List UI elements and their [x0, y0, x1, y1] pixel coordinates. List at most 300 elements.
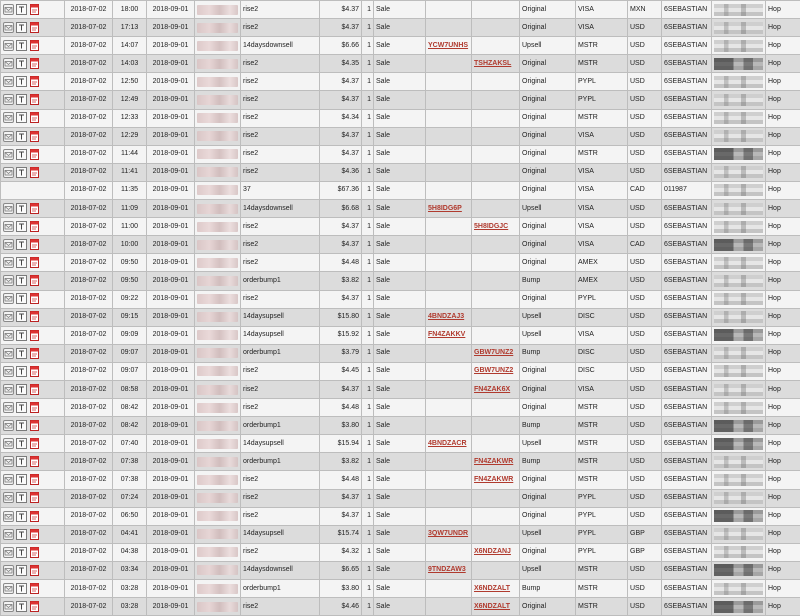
product-name: rise2: [241, 254, 320, 272]
pdf-icon[interactable]: [29, 384, 40, 395]
receipt-link-cell: [472, 561, 520, 579]
expiry-date: 2018-09-01: [147, 181, 195, 199]
quantity: 1: [362, 91, 374, 109]
affiliate-link[interactable]: YCW7UNHS: [428, 42, 468, 49]
envelope-icon[interactable]: [3, 547, 14, 558]
currency: USD: [628, 598, 662, 616]
quantity: 1: [362, 55, 374, 73]
receipt-link[interactable]: GBW7UNZ2: [474, 367, 513, 374]
pdf-icon[interactable]: [29, 366, 40, 377]
envelope-icon[interactable]: [3, 40, 14, 51]
quantity: 1: [362, 290, 374, 308]
customer-name-redacted: [195, 37, 241, 55]
envelope-icon[interactable]: [3, 221, 14, 232]
sale-kind: Original: [520, 181, 576, 199]
amount: $4.37: [320, 507, 362, 525]
table-row: [1, 1, 800, 19]
receipt-link-cell: [472, 272, 520, 290]
transaction-time: 07:24: [113, 489, 147, 507]
pdf-icon[interactable]: [29, 58, 40, 69]
redacted-block: [197, 59, 238, 69]
expiry-date: 2018-09-01: [147, 399, 195, 417]
pdf-icon[interactable]: [29, 474, 40, 485]
transaction-time: 12:49: [113, 91, 147, 109]
customer-info-redacted: [712, 598, 766, 616]
receipt-link-cell: [472, 344, 520, 362]
envelope-icon[interactable]: [3, 76, 14, 87]
envelope-icon[interactable]: [3, 330, 14, 341]
transaction-type: Sale: [374, 218, 426, 236]
envelope-icon[interactable]: [3, 131, 14, 142]
envelope-icon[interactable]: [3, 167, 14, 178]
transaction-type: Sale: [374, 19, 426, 37]
envelope-icon[interactable]: [3, 58, 14, 69]
transaction-time: 12:33: [113, 109, 147, 127]
sale-kind: Upsell: [520, 435, 576, 453]
traffic-source: Hop: [766, 272, 800, 290]
pdf-icon[interactable]: [29, 311, 40, 322]
quantity: 1: [362, 344, 374, 362]
product-name: orderbump1: [241, 580, 320, 598]
pdf-icon[interactable]: [29, 221, 40, 232]
expiry-date: 2018-09-01: [147, 218, 195, 236]
redacted-block: [197, 185, 238, 195]
text-doc-icon[interactable]: [16, 58, 27, 69]
quantity: 1: [362, 435, 374, 453]
traffic-source: Hop: [766, 344, 800, 362]
payment-method: MSTR: [576, 580, 628, 598]
payment-method: AMEX: [576, 254, 628, 272]
sale-kind: Original: [520, 543, 576, 561]
customer-name-redacted: [195, 453, 241, 471]
row-actions: [1, 380, 65, 398]
receipt-link[interactable]: FN4ZAKWR: [474, 458, 513, 465]
text-doc-icon[interactable]: [16, 330, 27, 341]
product-name: orderbump1: [241, 417, 320, 435]
transaction-date: 2018-07-02: [65, 254, 113, 272]
pdf-icon[interactable]: [29, 583, 40, 594]
product-name: rise2: [241, 109, 320, 127]
pdf-icon[interactable]: [29, 565, 40, 576]
customer-name-redacted: [195, 254, 241, 272]
quantity: 1: [362, 37, 374, 55]
transaction-date: 2018-07-02: [65, 453, 113, 471]
sale-kind: Original: [520, 218, 576, 236]
currency: CAD: [628, 181, 662, 199]
expiry-date: 2018-09-01: [147, 561, 195, 579]
pdf-icon[interactable]: [29, 275, 40, 286]
transaction-type: Sale: [374, 163, 426, 181]
envelope-icon[interactable]: [3, 239, 14, 250]
affiliate-link-cell: [426, 218, 472, 236]
text-doc-icon[interactable]: [16, 565, 27, 576]
pdf-icon[interactable]: [29, 492, 40, 503]
text-doc-icon[interactable]: [16, 511, 27, 522]
table-row: [1, 399, 800, 417]
traffic-source: Hop: [766, 525, 800, 543]
customer-name-redacted: [195, 525, 241, 543]
affiliate-link-cell: [426, 580, 472, 598]
affiliate-link-cell: [426, 507, 472, 525]
payment-method: VISA: [576, 163, 628, 181]
amount: $15.80: [320, 308, 362, 326]
envelope-icon[interactable]: [3, 384, 14, 395]
row-actions: [1, 598, 65, 616]
envelope-icon[interactable]: [3, 149, 14, 160]
pdf-icon[interactable]: [29, 257, 40, 268]
receipt-link[interactable]: X6NDZANJ: [474, 548, 511, 555]
transaction-type: Sale: [374, 580, 426, 598]
amount: $4.37: [320, 290, 362, 308]
text-doc-icon[interactable]: [16, 601, 27, 612]
redacted-block: [197, 475, 238, 485]
payment-method: VISA: [576, 326, 628, 344]
pdf-icon[interactable]: [29, 94, 40, 105]
amount: $4.37: [320, 489, 362, 507]
customer-name-redacted: [195, 55, 241, 73]
receipt-link[interactable]: TSHZAKSL: [474, 60, 511, 67]
affiliate-link[interactable]: 4BNDZACR: [428, 440, 467, 447]
sale-kind: Original: [520, 290, 576, 308]
traffic-source: Hop: [766, 163, 800, 181]
customer-info-redacted: [712, 580, 766, 598]
transaction-time: 03:28: [113, 580, 147, 598]
quantity: 1: [362, 543, 374, 561]
customer-info-redacted: [712, 236, 766, 254]
envelope-icon[interactable]: [3, 474, 14, 485]
transaction-time: 11:35: [113, 181, 147, 199]
envelope-icon[interactable]: [3, 565, 14, 576]
pixelated-block: [714, 275, 763, 287]
text-doc-icon[interactable]: [16, 76, 27, 87]
affiliate-link[interactable]: FN4ZAKKV: [428, 331, 465, 338]
currency: USD: [628, 344, 662, 362]
row-actions: [1, 272, 65, 290]
currency: USD: [628, 145, 662, 163]
pdf-icon[interactable]: [29, 511, 40, 522]
account-nickname: 6SEBASTIAN: [662, 272, 712, 290]
currency: USD: [628, 507, 662, 525]
pdf-icon[interactable]: [29, 601, 40, 612]
receipt-link[interactable]: X6NDZALT: [474, 603, 510, 610]
quantity: 1: [362, 453, 374, 471]
pdf-icon[interactable]: [29, 547, 40, 558]
pdf-icon[interactable]: [29, 420, 40, 431]
text-doc-icon[interactable]: [16, 149, 27, 160]
envelope-icon[interactable]: [3, 366, 14, 377]
text-doc-icon[interactable]: [16, 94, 27, 105]
envelope-icon[interactable]: [3, 583, 14, 594]
text-doc-icon[interactable]: [16, 311, 27, 322]
pdf-icon[interactable]: [29, 4, 40, 15]
currency: USD: [628, 19, 662, 37]
table-row: [1, 543, 800, 561]
payment-method: MSTR: [576, 55, 628, 73]
affiliate-link[interactable]: 4BNDZAJ3: [428, 313, 464, 320]
quantity: 1: [362, 561, 374, 579]
customer-name-redacted: [195, 326, 241, 344]
affiliate-link[interactable]: 5H8IDG6P: [428, 205, 462, 212]
envelope-icon[interactable]: [3, 275, 14, 286]
text-doc-icon[interactable]: [16, 348, 27, 359]
text-doc-icon[interactable]: [16, 239, 27, 250]
traffic-source: Hop: [766, 380, 800, 398]
text-doc-icon[interactable]: [16, 547, 27, 558]
product-name: rise2: [241, 163, 320, 181]
envelope-icon[interactable]: [3, 511, 14, 522]
text-doc-icon[interactable]: [16, 221, 27, 232]
transaction-type: Sale: [374, 507, 426, 525]
quantity: 1: [362, 598, 374, 616]
transaction-type: Sale: [374, 399, 426, 417]
quantity: 1: [362, 73, 374, 91]
receipt-link[interactable]: FN4ZAK6X: [474, 386, 510, 393]
receipt-link-cell: [472, 471, 520, 489]
account-nickname: 6SEBASTIAN: [662, 109, 712, 127]
transaction-date: 2018-07-02: [65, 163, 113, 181]
pixelated-block: [714, 203, 763, 215]
transaction-type: Sale: [374, 272, 426, 290]
transaction-time: 08:42: [113, 399, 147, 417]
table-row: [1, 417, 800, 435]
pixelated-block: [714, 583, 763, 595]
receipt-link[interactable]: FN4ZAKWR: [474, 476, 513, 483]
receipt-link[interactable]: 5H8IDGJC: [474, 223, 508, 230]
text-doc-icon[interactable]: [16, 438, 27, 449]
text-doc-icon[interactable]: [16, 474, 27, 485]
customer-info-redacted: [712, 362, 766, 380]
text-doc-icon[interactable]: [16, 40, 27, 51]
transaction-type: Sale: [374, 109, 426, 127]
text-doc-icon[interactable]: [16, 420, 27, 431]
pixelated-block: [714, 564, 763, 576]
traffic-source: Hop: [766, 254, 800, 272]
redacted-block: [197, 23, 238, 33]
product-name: rise2: [241, 1, 320, 19]
sale-kind: Original: [520, 254, 576, 272]
affiliate-link[interactable]: 3QW7UNDR: [428, 530, 468, 537]
envelope-icon[interactable]: [3, 438, 14, 449]
product-name: rise2: [241, 19, 320, 37]
row-actions: [1, 109, 65, 127]
currency: USD: [628, 489, 662, 507]
envelope-icon[interactable]: [3, 257, 14, 268]
affiliate-link-cell: [426, 236, 472, 254]
quantity: 1: [362, 471, 374, 489]
traffic-source: Hop: [766, 200, 800, 218]
transaction-date: 2018-07-02: [65, 344, 113, 362]
redacted-block: [197, 439, 238, 449]
pdf-icon[interactable]: [29, 293, 40, 304]
traffic-source: Hop: [766, 543, 800, 561]
redacted-block: [197, 529, 238, 539]
pixelated-block: [714, 528, 763, 540]
account-nickname: 6SEBASTIAN: [662, 561, 712, 579]
affiliate-link-cell: [426, 543, 472, 561]
affiliate-link-cell: [426, 145, 472, 163]
row-actions: [1, 580, 65, 598]
affiliate-link-cell: [426, 109, 472, 127]
pdf-icon[interactable]: [29, 348, 40, 359]
receipt-link-cell: [472, 19, 520, 37]
customer-info-redacted: [712, 471, 766, 489]
amount: $4.37: [320, 380, 362, 398]
pdf-icon[interactable]: [29, 40, 40, 51]
receipt-link-cell: [472, 73, 520, 91]
text-doc-icon[interactable]: [16, 529, 27, 540]
expiry-date: 2018-09-01: [147, 163, 195, 181]
pdf-icon[interactable]: [29, 239, 40, 250]
affiliate-link-cell: [426, 326, 472, 344]
account-nickname: 6SEBASTIAN: [662, 236, 712, 254]
traffic-source: Hop: [766, 417, 800, 435]
transaction-date: 2018-07-02: [65, 471, 113, 489]
transaction-time: 11:00: [113, 218, 147, 236]
pdf-icon[interactable]: [29, 330, 40, 341]
account-nickname: 6SEBASTIAN: [662, 489, 712, 507]
affiliate-link-cell: [426, 1, 472, 19]
table-row: [1, 435, 800, 453]
row-actions: [1, 417, 65, 435]
text-doc-icon[interactable]: [16, 384, 27, 395]
quantity: 1: [362, 163, 374, 181]
customer-name-redacted: [195, 471, 241, 489]
pixelated-block: [714, 40, 763, 52]
product-name: 14daysupsell: [241, 525, 320, 543]
text-doc-icon[interactable]: [16, 366, 27, 377]
text-doc-icon[interactable]: [16, 203, 27, 214]
table-row: [1, 326, 800, 344]
amount: $6.66: [320, 37, 362, 55]
text-doc-icon[interactable]: [16, 112, 27, 123]
pdf-icon[interactable]: [29, 456, 40, 467]
receipt-link[interactable]: GBW7UNZ2: [474, 349, 513, 356]
text-doc-icon[interactable]: [16, 257, 27, 268]
account-nickname: 6SEBASTIAN: [662, 471, 712, 489]
pdf-icon[interactable]: [29, 438, 40, 449]
pdf-icon[interactable]: [29, 203, 40, 214]
pixelated-block: [714, 257, 763, 269]
envelope-icon[interactable]: [3, 601, 14, 612]
transaction-type: Sale: [374, 561, 426, 579]
expiry-date: 2018-09-01: [147, 507, 195, 525]
text-doc-icon[interactable]: [16, 402, 27, 413]
transaction-type: Sale: [374, 417, 426, 435]
envelope-icon[interactable]: [3, 203, 14, 214]
pixelated-block: [714, 112, 763, 124]
currency: USD: [628, 109, 662, 127]
transaction-time: 14:03: [113, 55, 147, 73]
customer-name-redacted: [195, 145, 241, 163]
receipt-link[interactable]: X6NDZALT: [474, 585, 510, 592]
customer-name-redacted: [195, 543, 241, 561]
traffic-source: Hop: [766, 435, 800, 453]
text-doc-icon[interactable]: [16, 167, 27, 178]
envelope-icon[interactable]: [3, 456, 14, 467]
traffic-source: Hop: [766, 362, 800, 380]
traffic-source: Hop: [766, 598, 800, 616]
pdf-icon[interactable]: [29, 402, 40, 413]
expiry-date: 2018-09-01: [147, 344, 195, 362]
text-doc-icon[interactable]: [16, 131, 27, 142]
quantity: 1: [362, 308, 374, 326]
row-actions: [1, 525, 65, 543]
table-row: [1, 362, 800, 380]
affiliate-link-cell: [426, 55, 472, 73]
product-name: rise2: [241, 236, 320, 254]
envelope-icon[interactable]: [3, 311, 14, 322]
product-name: rise2: [241, 218, 320, 236]
transaction-date: 2018-07-02: [65, 109, 113, 127]
pdf-icon[interactable]: [29, 149, 40, 160]
transaction-date: 2018-07-02: [65, 1, 113, 19]
text-doc-icon[interactable]: [16, 293, 27, 304]
text-doc-icon[interactable]: [16, 456, 27, 467]
customer-info-redacted: [712, 73, 766, 91]
envelope-icon[interactable]: [3, 94, 14, 105]
envelope-icon[interactable]: [3, 4, 14, 15]
pdf-icon[interactable]: [29, 131, 40, 142]
quantity: 1: [362, 507, 374, 525]
text-doc-icon[interactable]: [16, 275, 27, 286]
affiliate-link-cell: [426, 399, 472, 417]
sale-kind: Upsell: [520, 37, 576, 55]
envelope-icon[interactable]: [3, 492, 14, 503]
transaction-date: 2018-07-02: [65, 380, 113, 398]
pixelated-block: [714, 184, 763, 196]
row-actions: [1, 163, 65, 181]
currency: USD: [628, 326, 662, 344]
customer-name-redacted: [195, 507, 241, 525]
transaction-type: Sale: [374, 55, 426, 73]
affiliate-link-cell: [426, 37, 472, 55]
customer-info-redacted: [712, 254, 766, 272]
pdf-icon[interactable]: [29, 22, 40, 33]
payment-method: VISA: [576, 380, 628, 398]
product-name: orderbump1: [241, 344, 320, 362]
pdf-icon[interactable]: [29, 112, 40, 123]
envelope-icon[interactable]: [3, 22, 14, 33]
pdf-icon[interactable]: [29, 167, 40, 178]
account-nickname: 6SEBASTIAN: [662, 163, 712, 181]
amount: $4.37: [320, 1, 362, 19]
affiliate-link[interactable]: 9TNDZAW3: [428, 566, 466, 573]
envelope-icon[interactable]: [3, 293, 14, 304]
pdf-icon[interactable]: [29, 76, 40, 87]
envelope-icon[interactable]: [3, 402, 14, 413]
table-row: [1, 218, 800, 236]
text-doc-icon[interactable]: [16, 492, 27, 503]
customer-info-redacted: [712, 507, 766, 525]
table-row: [1, 561, 800, 579]
customer-info-redacted: [712, 525, 766, 543]
account-nickname: 6SEBASTIAN: [662, 435, 712, 453]
account-nickname: 6SEBASTIAN: [662, 218, 712, 236]
text-doc-icon[interactable]: [16, 22, 27, 33]
product-name: rise2: [241, 399, 320, 417]
text-doc-icon[interactable]: [16, 583, 27, 594]
redacted-block: [197, 113, 238, 123]
pdf-icon[interactable]: [29, 529, 40, 540]
envelope-icon[interactable]: [3, 348, 14, 359]
envelope-icon[interactable]: [3, 529, 14, 540]
envelope-icon[interactable]: [3, 420, 14, 431]
text-doc-icon[interactable]: [16, 4, 27, 15]
envelope-icon[interactable]: [3, 112, 14, 123]
receipt-link-cell: [472, 200, 520, 218]
receipt-link-cell: [472, 55, 520, 73]
pixelated-block: [714, 438, 763, 450]
